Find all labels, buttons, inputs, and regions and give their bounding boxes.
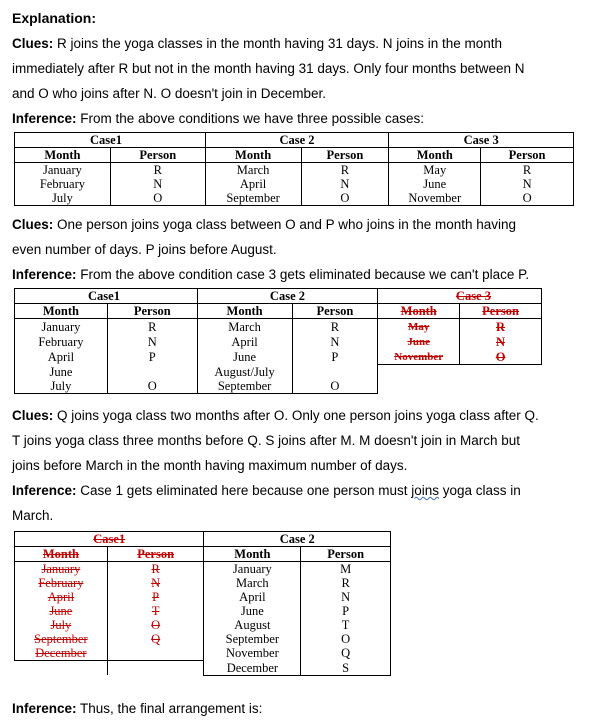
clue-paragraph-1-line2 bbox=[12, 56, 578, 81]
clue-paragraph-2-line2 bbox=[12, 237, 578, 262]
table-cell: May bbox=[389, 163, 481, 178]
cell-text: O bbox=[495, 349, 506, 364]
table-cell: O bbox=[110, 191, 205, 206]
table-cell: O bbox=[292, 379, 378, 394]
table-cell: January bbox=[204, 562, 301, 577]
table-row bbox=[15, 632, 391, 646]
cell-text: December bbox=[35, 646, 87, 660]
table-cell: T bbox=[301, 618, 391, 632]
cell-text: July bbox=[50, 618, 72, 632]
table-row bbox=[15, 365, 542, 380]
column-header: Person bbox=[301, 547, 391, 562]
table-cell: June bbox=[15, 365, 108, 380]
clue-text: joins before March in the month having maximum number of days. bbox=[12, 458, 408, 473]
inference-3-line2 bbox=[12, 503, 578, 528]
inference-label: Inference: bbox=[12, 267, 77, 282]
table-cell bbox=[107, 576, 204, 590]
column-header: Person bbox=[107, 304, 197, 319]
cases-table-1 bbox=[14, 132, 574, 206]
table-row bbox=[15, 334, 542, 349]
table-cell: O bbox=[107, 379, 197, 394]
table-cell: April bbox=[197, 334, 292, 349]
table-cell: N bbox=[110, 177, 205, 191]
inference-2 bbox=[12, 262, 578, 287]
table-cell: O bbox=[481, 191, 574, 206]
table-cell: R bbox=[301, 163, 389, 178]
table-cell: March bbox=[204, 576, 301, 590]
table-cell: January bbox=[15, 319, 108, 335]
table-cell: N bbox=[292, 334, 378, 349]
column-header: Person bbox=[481, 148, 574, 163]
case-header-struck bbox=[15, 532, 204, 547]
cell-text: R bbox=[496, 319, 506, 334]
heading-text: Explanation: bbox=[12, 10, 97, 26]
table-cell: N bbox=[481, 177, 574, 191]
case-header: Case1 bbox=[15, 289, 198, 304]
clue-paragraph-1 bbox=[12, 31, 578, 56]
table-cell: R bbox=[107, 319, 197, 335]
table-row bbox=[15, 191, 574, 206]
table-cell: December bbox=[204, 661, 301, 676]
table-cell bbox=[378, 319, 460, 335]
column-header: Person bbox=[137, 547, 175, 561]
table-row bbox=[15, 576, 391, 590]
table-row bbox=[15, 590, 391, 604]
table-cell bbox=[460, 379, 542, 394]
column-header-struck bbox=[378, 304, 460, 319]
column-header: Month bbox=[389, 148, 481, 163]
table-cell: January bbox=[15, 163, 111, 178]
table-cell bbox=[15, 632, 108, 646]
table-cell bbox=[15, 646, 108, 661]
table-cell: August/July bbox=[197, 365, 292, 380]
table-cell bbox=[378, 365, 460, 380]
table-cell: March bbox=[197, 319, 292, 335]
column-header-struck bbox=[15, 547, 108, 562]
column-header: Month bbox=[15, 304, 108, 319]
table-cell: O bbox=[301, 632, 391, 646]
clue-text: immediately after R but not in the month having 31 days. Only four months between N bbox=[12, 61, 525, 76]
explanation-heading bbox=[12, 6, 578, 31]
table-cell: September bbox=[204, 632, 301, 646]
cell-text: September bbox=[34, 632, 88, 646]
table-cell bbox=[15, 604, 108, 618]
table-cell bbox=[15, 590, 108, 604]
table-cell: N bbox=[301, 590, 391, 604]
table-cell: September bbox=[205, 191, 301, 206]
inference-label: Inference: bbox=[12, 483, 77, 498]
table-cell: R bbox=[481, 163, 574, 178]
column-header: Month bbox=[400, 304, 437, 318]
table-row bbox=[15, 562, 391, 577]
cell-text: Q bbox=[151, 632, 161, 646]
table-cell: April bbox=[204, 590, 301, 604]
clue-text: One person joins yoga class between O and P who joins in the month having bbox=[53, 217, 517, 232]
table-cell bbox=[15, 618, 108, 632]
column-header: Month bbox=[205, 148, 301, 163]
cell-text: November bbox=[394, 351, 444, 363]
cell-text: O bbox=[151, 618, 161, 632]
table-cell: June bbox=[389, 177, 481, 191]
table-cell: April bbox=[15, 349, 108, 365]
table-row bbox=[15, 163, 574, 178]
table-cell bbox=[107, 661, 204, 676]
table-cell bbox=[15, 562, 108, 577]
clue-text: even number of days. P joins before August. bbox=[12, 242, 277, 257]
table-cell bbox=[107, 365, 197, 380]
cell-text: June bbox=[49, 604, 73, 618]
table-cell bbox=[107, 632, 204, 646]
table-cell: November bbox=[389, 191, 481, 206]
table-cell: February bbox=[15, 177, 111, 191]
inference-label: Inference: bbox=[12, 111, 77, 126]
cell-text: February bbox=[38, 576, 84, 590]
table-cell bbox=[460, 334, 542, 349]
cell-text: N bbox=[151, 576, 161, 590]
table-cell bbox=[460, 365, 542, 380]
case-header: Case 3 bbox=[455, 289, 491, 303]
column-header: Person bbox=[482, 304, 519, 318]
clue-paragraph-3 bbox=[12, 403, 578, 428]
table-cell: November bbox=[204, 646, 301, 661]
table-cell bbox=[292, 365, 378, 380]
table-cell: March bbox=[205, 163, 301, 178]
cell-text: January bbox=[41, 562, 81, 576]
table-cell: S bbox=[301, 661, 391, 676]
case-header: Case 2 bbox=[205, 133, 389, 148]
inference-text: yoga class in bbox=[439, 483, 521, 498]
table-row bbox=[15, 604, 391, 618]
inference-text: Thus, the final arrangement is: bbox=[76, 701, 263, 716]
clue-label: Clues: bbox=[12, 36, 54, 51]
clue-label: Clues: bbox=[12, 217, 54, 232]
cell-text: N bbox=[496, 334, 506, 349]
spellcheck-word: joins bbox=[411, 483, 439, 498]
table-row bbox=[15, 379, 542, 394]
table-cell: June bbox=[197, 349, 292, 365]
inference-label: Inference: bbox=[12, 701, 77, 716]
table-cell: Q bbox=[301, 646, 391, 661]
table-row bbox=[15, 177, 574, 191]
case-header: Case1 bbox=[93, 532, 126, 546]
table-cell bbox=[378, 349, 460, 365]
case-header: Case 3 bbox=[389, 133, 574, 148]
inference-text: Case 1 gets eliminated here because one person must bbox=[76, 483, 412, 498]
table-cell bbox=[107, 604, 204, 618]
table-cell bbox=[107, 590, 204, 604]
table-cell: R bbox=[301, 576, 391, 590]
table-cell: P bbox=[292, 349, 378, 365]
table-row bbox=[15, 661, 391, 676]
table-cell: July bbox=[15, 191, 111, 206]
cell-text: June bbox=[407, 336, 431, 348]
case-header: Case 2 bbox=[197, 289, 378, 304]
clue-paragraph-2 bbox=[12, 212, 578, 237]
cases-table-2 bbox=[14, 288, 542, 394]
clue-paragraph-3-line3 bbox=[12, 453, 578, 478]
clue-paragraph-3-line2 bbox=[12, 428, 578, 453]
table-cell: April bbox=[205, 177, 301, 191]
table-cell bbox=[460, 349, 542, 365]
column-header: Person bbox=[301, 148, 389, 163]
cases-table-3 bbox=[14, 531, 391, 676]
table-cell bbox=[107, 646, 204, 661]
table-cell: August bbox=[204, 618, 301, 632]
column-header: Person bbox=[292, 304, 378, 319]
table-cell: O bbox=[301, 191, 389, 206]
case-header: Case1 bbox=[15, 133, 206, 148]
table-cell bbox=[378, 379, 460, 394]
table-cell bbox=[378, 334, 460, 349]
table-row bbox=[15, 349, 542, 365]
inference-4 bbox=[12, 696, 578, 721]
clue-text: R joins the yoga classes in the month having 31 days. N joins in the month bbox=[53, 36, 503, 51]
table-cell bbox=[107, 618, 204, 632]
clue-label: Clues: bbox=[12, 408, 54, 423]
column-header: Month bbox=[42, 547, 79, 561]
table-cell bbox=[15, 661, 108, 676]
table-cell bbox=[107, 562, 204, 577]
table-cell: R bbox=[292, 319, 378, 335]
cell-text: May bbox=[408, 321, 430, 333]
table-row bbox=[15, 319, 542, 335]
cell-text: P bbox=[152, 590, 160, 604]
table-row bbox=[15, 618, 391, 632]
clue-text: Q joins yoga class two months after O. Only one person joins yoga class after Q. bbox=[53, 408, 539, 423]
table-cell: June bbox=[204, 604, 301, 618]
table-cell: September bbox=[197, 379, 292, 394]
column-header: Month bbox=[15, 148, 111, 163]
table-cell bbox=[15, 576, 108, 590]
case-header-struck bbox=[378, 289, 542, 304]
case-header: Case 2 bbox=[204, 532, 391, 547]
inference-3 bbox=[12, 478, 578, 503]
table-cell: P bbox=[107, 349, 197, 365]
table-cell: N bbox=[301, 177, 389, 191]
table-cell: February bbox=[15, 334, 108, 349]
table-cell: N bbox=[107, 334, 197, 349]
inference-1 bbox=[12, 106, 578, 131]
inference-text: From the above condition case 3 gets eliminated because we can't place P. bbox=[76, 267, 530, 282]
clue-paragraph-1-line3 bbox=[12, 81, 578, 106]
clue-text: T joins yoga class three months before Q. S joins after M. M doesn't join in March but bbox=[12, 433, 521, 448]
table-cell: M bbox=[301, 562, 391, 577]
inference-text: March. bbox=[12, 508, 54, 523]
clue-text: and O who joins after N. O doesn't join in December. bbox=[12, 86, 326, 101]
column-header-struck bbox=[460, 304, 542, 319]
column-header: Month bbox=[197, 304, 292, 319]
column-header: Person bbox=[110, 148, 205, 163]
table-cell bbox=[460, 319, 542, 335]
column-header: Month bbox=[204, 547, 301, 562]
cell-text: April bbox=[47, 590, 75, 604]
column-header-struck bbox=[107, 547, 204, 562]
table-cell: R bbox=[110, 163, 205, 178]
cell-text: T bbox=[151, 604, 160, 618]
table-cell: July bbox=[15, 379, 108, 394]
table-row bbox=[15, 646, 391, 661]
inference-text: From the above conditions we have three possible cases: bbox=[76, 111, 424, 126]
cell-text: R bbox=[151, 562, 160, 576]
table-cell: P bbox=[301, 604, 391, 618]
